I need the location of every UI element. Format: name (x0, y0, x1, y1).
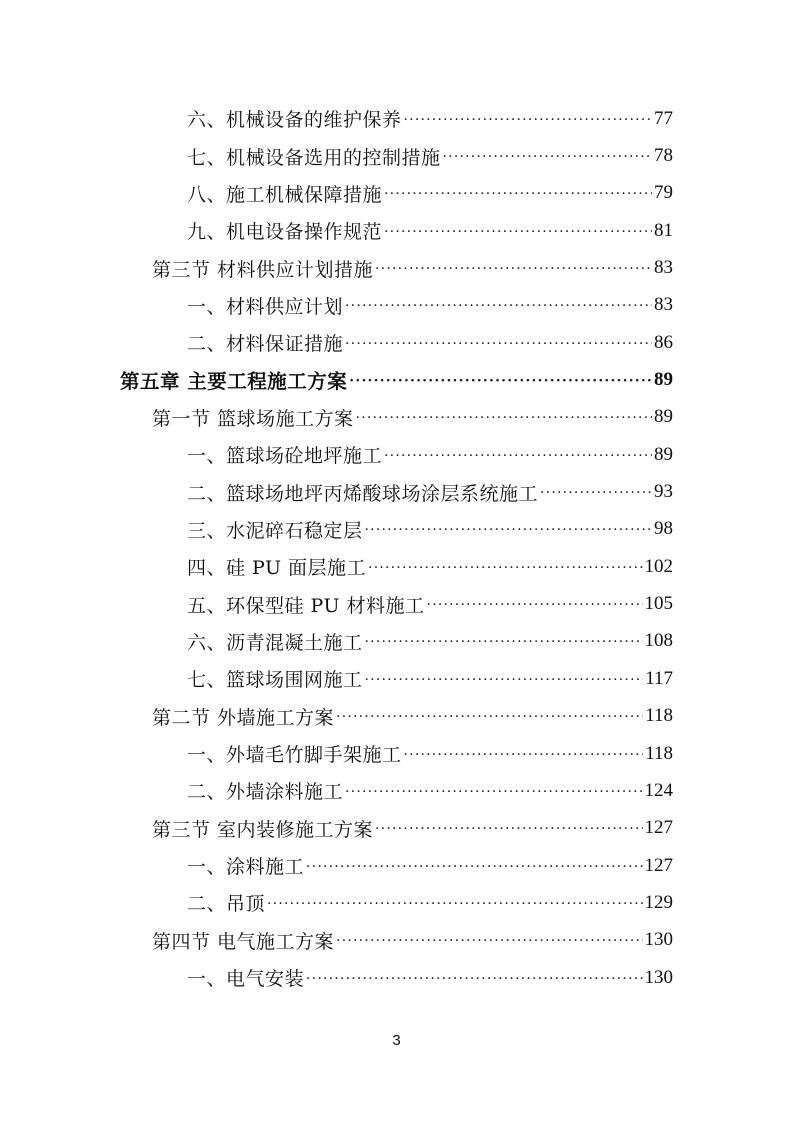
page-number: 3 (392, 1032, 401, 1049)
toc-entry[interactable] (0, 287, 793, 324)
toc-entry-line (187, 660, 673, 697)
toc-entry-line (187, 585, 673, 622)
dot-leader (404, 112, 652, 128)
toc-entry-page: 129 (644, 891, 673, 913)
toc-entry-title: 五、环保型硅 PU 材料施工 (187, 594, 425, 617)
dot-leader (365, 634, 643, 650)
toc-entry-line (187, 436, 673, 473)
toc-entry-page: 79 (654, 182, 673, 204)
toc-entry[interactable] (0, 175, 793, 212)
toc-entry-page: 83 (654, 294, 673, 316)
dot-leader (384, 448, 652, 464)
toc-entry-title: 第三节 室内装修施工方案 (152, 818, 374, 841)
toc-entry[interactable] (0, 473, 793, 510)
toc-entry-page: 130 (644, 966, 673, 988)
toc-entry[interactable] (0, 847, 793, 884)
toc-entry-page: 98 (654, 518, 673, 540)
toc-entry-line (187, 100, 673, 137)
toc-entry-title: 六、沥青混凝土施工 (187, 631, 363, 654)
dot-leader (336, 709, 643, 725)
toc-entry[interactable] (0, 623, 793, 660)
toc-entry-page: 86 (654, 331, 673, 353)
dot-leader (540, 485, 652, 501)
toc-entry-page: 93 (654, 481, 673, 503)
toc-entry-title: 二、吊顶 (187, 893, 266, 916)
toc-entry[interactable] (0, 436, 793, 473)
toc-entry[interactable] (0, 100, 793, 137)
toc-entry-title: 一、涂料施工 (187, 856, 305, 879)
toc-entry-title: 一、材料供应计划 (187, 295, 344, 318)
toc-entry-page: 117 (645, 667, 673, 689)
dot-leader (306, 971, 642, 987)
toc-entry-page: 130 (644, 929, 673, 951)
toc-entry-page: 83 (654, 257, 673, 279)
toc-entry-line (187, 548, 673, 585)
toc-entry[interactable] (0, 959, 793, 996)
toc-entry[interactable] (0, 548, 793, 585)
dot-leader (384, 186, 652, 202)
toc-entry[interactable] (0, 810, 793, 847)
toc-entry-line (152, 249, 673, 286)
toc-entry-line (187, 884, 673, 921)
dot-leader (375, 261, 652, 277)
toc-entry[interactable] (0, 698, 793, 735)
dot-leader (384, 224, 652, 240)
toc-entry-title: 九、机电设备操作规范 (187, 221, 383, 244)
toc-entry-line (187, 847, 673, 884)
toc-entry-line (187, 511, 673, 548)
toc-entry-line (187, 324, 673, 361)
toc-entry-title: 二、篮球场地坪丙烯酸球场涂层系统施工 (187, 482, 539, 505)
toc-entry[interactable] (0, 735, 793, 772)
toc-entry-page: 102 (644, 555, 673, 577)
dot-leader (375, 821, 642, 837)
dot-leader (345, 784, 642, 800)
toc-entry-line (187, 959, 673, 996)
toc-entry-line (187, 772, 673, 809)
toc-entry-title: 二、材料保证措施 (187, 333, 344, 356)
toc-entry[interactable] (0, 249, 793, 286)
dot-leader (368, 560, 642, 576)
toc-entry-title: 一、电气安装 (187, 968, 305, 991)
toc-entry-title: 一、篮球场砼地坪施工 (187, 445, 383, 468)
toc-entry-page: 89 (654, 443, 673, 465)
toc-entry-line (187, 623, 673, 660)
toc-entry-title: 七、机械设备选用的控制措施 (187, 146, 441, 169)
toc-entry-line (152, 922, 673, 959)
toc-entry-title: 四、硅 PU 面层施工 (187, 557, 367, 580)
toc-entry-line (120, 361, 673, 398)
dot-leader (443, 149, 652, 165)
toc-entry-title: 第三节 材料供应计划措施 (152, 258, 374, 281)
dot-leader (336, 933, 642, 949)
toc-entry-page: 124 (644, 779, 673, 801)
toc-entry[interactable] (0, 922, 793, 959)
toc-entry-line (187, 137, 673, 174)
toc-entry[interactable] (0, 772, 793, 809)
toc-entry[interactable] (0, 884, 793, 921)
toc-entry-page: 81 (654, 219, 673, 241)
dot-leader (306, 859, 642, 875)
dot-leader (365, 672, 644, 688)
toc-entry-page: 127 (644, 854, 673, 876)
toc-entry[interactable] (0, 585, 793, 622)
toc-entry-line (187, 287, 673, 324)
toc-entry[interactable] (0, 212, 793, 249)
dot-leader (345, 298, 652, 314)
toc-entry-page: 78 (654, 145, 673, 167)
toc-entry-page: 118 (645, 742, 673, 764)
table-of-contents (0, 100, 793, 996)
toc-entry-line (187, 212, 673, 249)
dot-leader (345, 336, 652, 352)
dot-leader (349, 373, 652, 389)
toc-entry-title: 三、水泥碎石稳定层 (187, 519, 363, 542)
dot-leader (356, 410, 652, 426)
toc-entry[interactable] (0, 137, 793, 174)
toc-entry[interactable] (0, 660, 793, 697)
toc-entry-title: 一、外墙毛竹脚手架施工 (187, 744, 402, 767)
toc-entry-page: 89 (654, 406, 673, 428)
dot-leader (427, 597, 643, 613)
toc-entry-line (152, 399, 673, 436)
toc-entry-title: 八、施工机械保障措施 (187, 183, 383, 206)
toc-entry-page: 89 (654, 369, 673, 391)
toc-entry[interactable] (0, 399, 793, 436)
dot-leader (365, 522, 652, 538)
toc-entry-title: 第二节 外墙施工方案 (152, 706, 335, 729)
toc-entry[interactable] (0, 511, 793, 548)
toc-entry-line (187, 473, 673, 510)
toc-entry-page: 105 (644, 593, 673, 615)
toc-entry-title: 第四节 电气施工方案 (152, 930, 335, 953)
toc-entry[interactable] (0, 361, 793, 398)
toc-entry-title: 二、外墙涂料施工 (187, 781, 344, 804)
toc-entry-page: 127 (644, 817, 673, 839)
toc-entry-title: 六、机械设备的维护保养 (187, 109, 402, 132)
toc-entry-title: 第一节 篮球场施工方案 (152, 407, 354, 430)
toc-entry-line (152, 810, 673, 847)
dot-leader (267, 896, 642, 912)
toc-entry[interactable] (0, 324, 793, 361)
toc-entry-page: 108 (644, 630, 673, 652)
toc-entry-page: 77 (654, 107, 673, 129)
toc-entry-line (187, 735, 673, 772)
toc-entry-line (152, 698, 673, 735)
toc-entry-title: 第五章 主要工程施工方案 (120, 370, 348, 394)
toc-entry-page: 118 (645, 705, 673, 727)
toc-entry-title: 七、篮球场围网施工 (187, 669, 363, 692)
toc-entry-line (187, 175, 673, 212)
dot-leader (404, 747, 644, 763)
